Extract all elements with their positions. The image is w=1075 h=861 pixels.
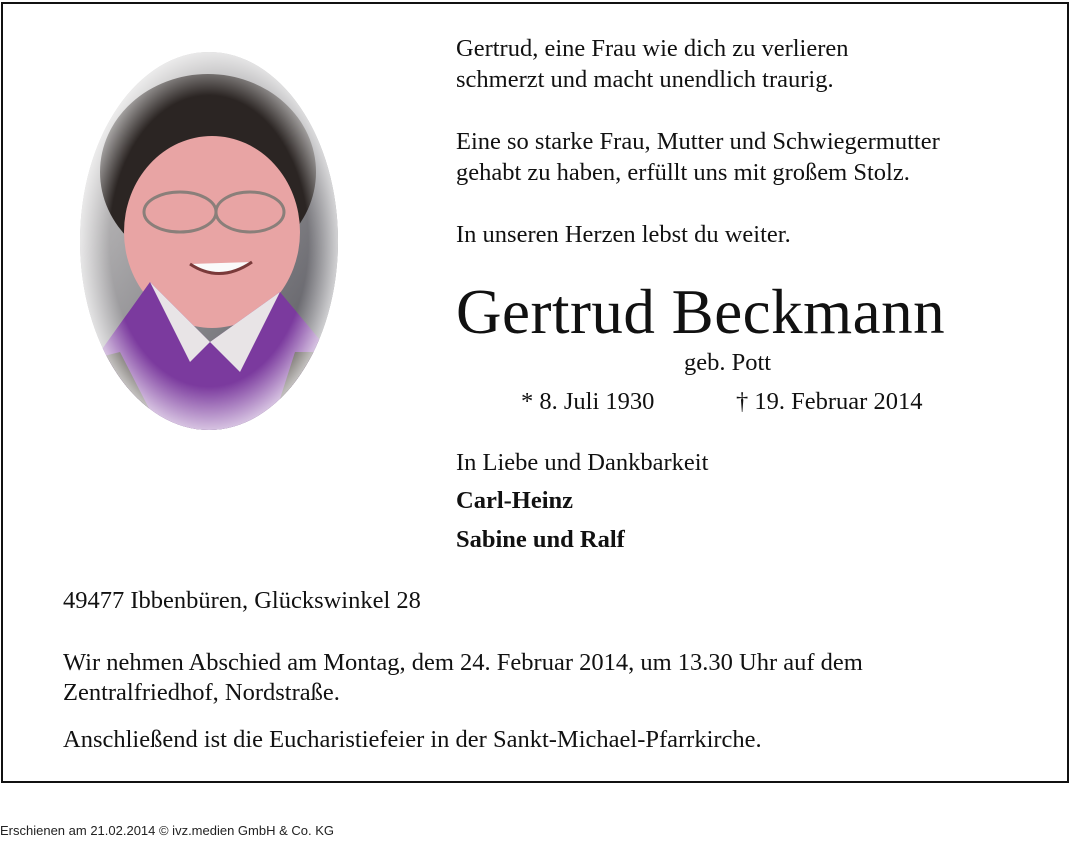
verse-stanza-3 [456, 219, 940, 250]
deceased-name: Gertrud Beckmann [456, 277, 946, 347]
afterward-text: Anschließend ist die Eucharistiefeier in der Sankt-Michael-Pfarrkirche. [63, 726, 762, 753]
birth-date: * 8. Juli 1930 [521, 388, 655, 415]
mourner-address: 49477 Ibbenbüren, Glückswinkel 28 [63, 587, 421, 614]
publication-footer: Erschienen am 21.02.2014 © ivz.medien GmbH & Co. KG [0, 823, 335, 838]
verse-block [456, 33, 940, 250]
mourner-name: Carl-Heinz [456, 487, 574, 514]
verse-line: Eine so starke Frau, Mutter und Schwiegermutter [456, 128, 940, 155]
death-date: † 19. Februar 2014 [736, 388, 923, 415]
portrait-image [80, 52, 338, 430]
verse-stanza-1 [456, 33, 940, 95]
mourners-intro: In Liebe und Dankbarkeit [456, 449, 709, 476]
farewell-text: Wir nehmen Abschied am Montag, dem 24. Februar 2014, um 13.30 Uhr auf dem Zentralfriedhof, Nordstraße. [63, 649, 863, 706]
verse-line: Gertrud, eine Frau wie dich zu verlieren [456, 35, 849, 62]
verse-stanza-2 [456, 126, 940, 188]
verse-line: schmerzt und macht unendlich traurig. [456, 66, 834, 93]
mourner-name: Sabine und Ralf [456, 526, 625, 553]
verse-line: In unseren Herzen lebst du weiter. [456, 221, 791, 248]
portrait-photo [80, 52, 338, 430]
maiden-name: geb. Pott [684, 349, 772, 376]
verse-line: gehabt zu haben, erfüllt uns mit großem Stolz. [456, 159, 910, 186]
